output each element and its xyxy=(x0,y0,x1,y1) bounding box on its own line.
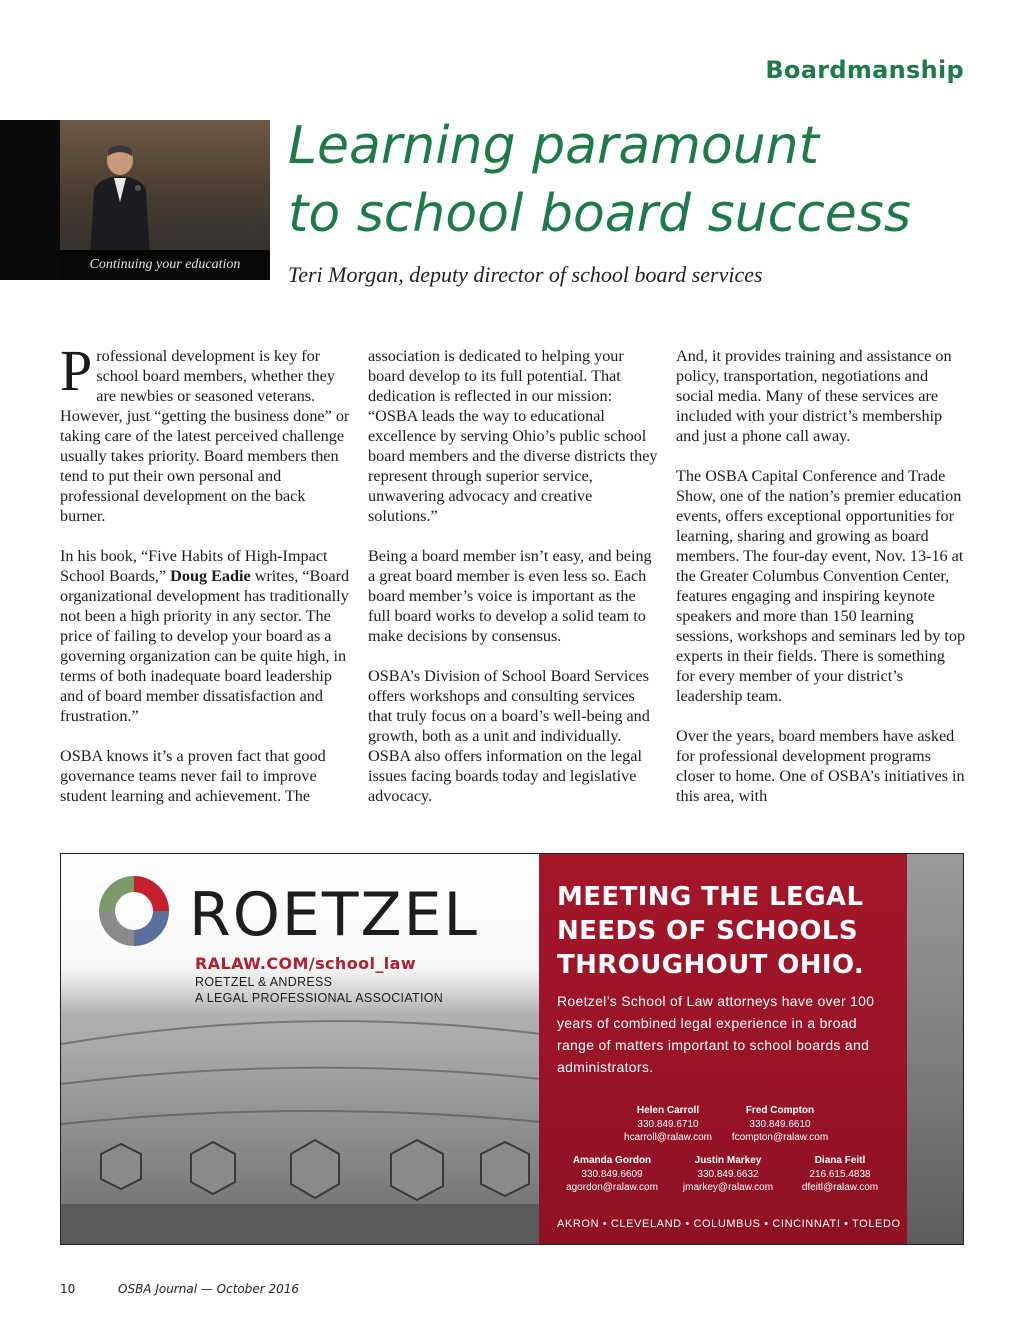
ad-logo-area xyxy=(61,854,541,1014)
photo-caption: Continuing your education xyxy=(60,250,270,280)
column-2 xyxy=(368,346,658,826)
page-number: 10 xyxy=(60,1282,76,1296)
paragraph: The OSBA Capital Conference and Trade Show, one of the nation’s premier education events, offers exceptional opportunities for learning, sharing and growing as board members. The four-day event, Nov. 13-16 at the Greater Columbus Convention Center, features engaging and inspiring keynote speakers and more than 150 learning sessions, workshops and seminars led by top experts in their fields. There is something for every member of your district’s leadership team. xyxy=(676,467,966,705)
contact-card: Amanda Gordon 330.849.6609 agordon@ralaw.com xyxy=(566,1155,658,1193)
contact-card: Helen Carroll 330.849.6710 hcarroll@ralaw.com xyxy=(624,1105,712,1143)
article-photo xyxy=(0,120,270,280)
firm-name: ROETZEL & ANDRESS xyxy=(195,975,333,989)
contact-card: Justin Markey 330.849.6632 jmarkey@ralaw.com xyxy=(682,1155,774,1193)
publication-name: OSBA Journal — October 2016 xyxy=(118,1282,300,1296)
section-label: Boardmanship xyxy=(765,56,964,84)
paragraph: In his book, “Five Habits of High-Impact School Boards,” Doug Eadie writes, “Board organizational development has traditionally not been a high priority in any sector. The price of failing to develop your board as a governing organization can be quite high, in terms of both inadequate board leadership and of board member dissatisfaction and frustration.” xyxy=(60,547,350,725)
ad-photo-strip xyxy=(907,854,964,1245)
paragraph: OSBA’s Division of School Board Services offers workshops and consulting services that truly focus on a board’s well-being and growth, both as a unit and individually. OSBA also offers information on the legal issues facing boards today and legislative advocacy. xyxy=(368,667,650,805)
author-name: Doug Eadie xyxy=(170,567,251,585)
roetzel-logo-text: ROETZEL xyxy=(189,880,479,950)
paragraph: Being a board member isn’t easy, and being a great board member is even less so. Each board member’s voice is important as the full board works to develop a solid team to make decisions by consensus. xyxy=(368,547,652,645)
ad-url: RALAW.COM/school_law xyxy=(195,954,417,973)
article-body xyxy=(60,338,966,828)
paragraph: Professional development is key for school board members, whether they are newbies or seasoned veterans. However, just “getting the business done” or taking care of the latest perceived challenge usually takes priority. Board members then tend to put their own personal and professional development on the back burner. xyxy=(60,338,350,525)
paragraph: And, it provides training and assistance on policy, transportation, negotiations and social media. Many of these services are included with your district’s membership and just a phone call away. xyxy=(676,347,952,445)
paragraph: Over the years, board members have asked for professional development programs closer to home. One of OSBA’s initiatives in this area, with xyxy=(676,727,965,805)
title-line-1: Learning paramount xyxy=(288,116,819,176)
paragraph: OSBA knows it’s a proven fact that good governance teams never fail to improve student learning and achievement. The xyxy=(60,747,326,805)
paragraph: association is dedicated to helping your board develop to its full potential. That dedication is reflected in our mission: “OSBA leads the way to educational excellence by serving Ohio’s public school board members and the diverse districts they represent through superior service, unwavering advocacy and creative solutions.” xyxy=(368,347,658,525)
byline: Teri Morgan, deputy director of school board services xyxy=(288,262,763,287)
ad-red-panel xyxy=(539,854,907,1245)
speaker-figure xyxy=(80,138,160,258)
roetzel-logo-icon xyxy=(95,872,173,950)
roetzel-advertisement xyxy=(60,853,964,1245)
contact-card: Fred Compton 330.849.6610 fcompton@ralaw.com xyxy=(731,1105,829,1143)
title-line-2: to school board success xyxy=(288,184,911,244)
ad-headline: MEETING THE LEGAL NEEDS OF SCHOOLS THROUGHOUT OHIO. xyxy=(557,882,865,980)
ad-office-cities: AKRON • CLEVELAND • COLUMBUS • CINCINNATI • TOLEDO xyxy=(557,1218,901,1230)
firm-descriptor: A LEGAL PROFESSIONAL ASSOCIATION xyxy=(195,991,444,1005)
column-3 xyxy=(676,346,966,826)
article-title xyxy=(288,112,911,248)
column-1 xyxy=(60,338,350,826)
contact-card: Diana Feitl 216.615.4838 dfeitl@ralaw.com xyxy=(801,1155,879,1193)
ad-body-text: Roetzel’s School of Law attorneys have over 100 years of combined legal experience in a broad range of matters important to school boards and administrators. xyxy=(557,993,875,1075)
drop-cap: P xyxy=(60,338,93,403)
